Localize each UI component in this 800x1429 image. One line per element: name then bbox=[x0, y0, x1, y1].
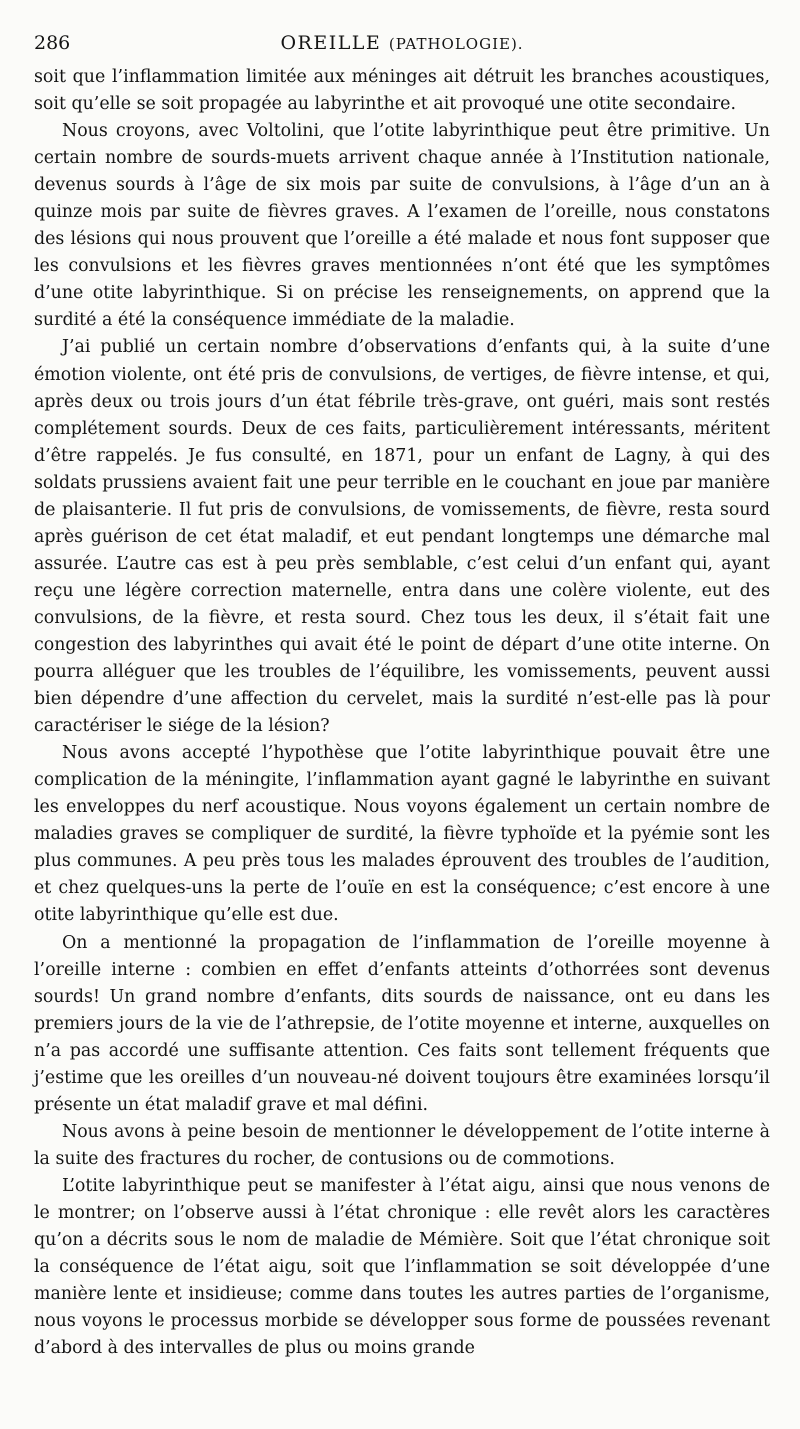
running-title-subtitle: (PATHOLOGIE). bbox=[388, 35, 524, 53]
running-title-main: OREILLE bbox=[280, 32, 382, 54]
paragraph-last: L’otite labyrinthique peut se manifester à l’état aigu, ainsi que nous venons de le montrer; on l’observe aussi à l’état chronique : elle revêt alors les caractères qu’on a décrits sous le nom de maladie de Mémière. Soit que l’état chronique soit la conséquence de l’état aigu, soit que l’inflammation se soit développée d’une manière lente et insidieuse; comme dans toutes les autres parties de l’organisme, nous voyons le processus morbide se développer sous forme de poussées revenant d’abord à des intervalles de plus ou moins grande bbox=[34, 1175, 770, 1359]
paragraph: J’ai publié un certain nombre d’observations d’enfants qui, à la suite d’une émotion violente, ont été pris de convulsions, de vertiges, de fièvre intense, et qui, après deux ou trois jours d’un état fébrile très-grave, ont guéri, mais sont restés complétement sourds. Deux de ces faits, particulièrement intéressants, méritent d’être rappelés. Je fus consulté, en 1871, pour un enfant de Lagny, à qui des soldats prussiens avaient fait une peur terrible en le couchant en joue par manière de plaisanterie. Il fut pris de convulsions, de vomissements, de fièvre, resta sourd après guérison de cet état maladif, et eut pendant longtemps une démarche mal assurée. L’autre cas est à peu près semblable, c’est celui d’un enfant qui, ayant reçu une légère correction maternelle, entra dans une colère violente, eut des convulsions, de la fièvre, et resta sourd. Chez tous les deux, il s’était fait une congestion des labyrinthes qui avait été le point de départ d’une otite interne. On pourra alléguer que les troubles de l’équilibre, les vomissements, peuvent aussi bien dépendre d’une affection du cervelet, mais la surdité n’est-elle pas là pour caractériser le siége de la lésion? bbox=[34, 337, 770, 737]
page-header bbox=[34, 28, 770, 62]
page-number: 286 bbox=[34, 32, 71, 54]
running-title bbox=[34, 32, 770, 54]
paragraph-continued: soit que l’inflammation limitée aux méninges ait détruit les branches acoustiques, soit qu’elle se soit propagée au labyrinthe et ait provoqué une otite secondaire. bbox=[34, 67, 770, 115]
paragraph: Nous avons à peine besoin de mentionner le développement de l’otite interne à la suite des fractures du rocher, de contusions ou de commotions. bbox=[34, 1121, 770, 1169]
paragraph: On a mentionné la propagation de l’inflammation de l’oreille moyenne à l’oreille interne : combien en effet d’enfants atteints d’othorrées sont devenus sourds! Un grand nombre d’enfants, dits sourds de naissance, ont eu dans les premiers jours de la vie de l’athrepsie, de l’otite moyenne et interne, auxquelles on n’a pas accordé une suffisante attention. Ces faits sont tellement fréquents que j’estime que les oreilles d’un nouveau-né doivent toujours être examinées lorsqu’il présente un état maladif grave et mal défini. bbox=[34, 932, 770, 1115]
paragraph: Nous croyons, avec Voltolini, que l’otite labyrinthique peut être primitive. Un certain nombre de sourds-muets arrivent chaque année à l’Institution nationale, devenus sourds à l’âge de six mois par suite de convulsions, à l’âge d’un an à quinze mois par suite de fièvres graves. A l’examen de l’oreille, nous constatons des lésions qui nous prouvent que l’oreille a été malade et nous font supposer que les convulsions et les fièvres graves mentionnées n’ont été que les symptômes d’une otite labyrinthique. Si on précise les renseignements, on apprend que la surdité a été la conséquence immédiate de la maladie. bbox=[34, 121, 770, 331]
paragraph: Nous avons accepté l’hypothèse que l’otite labyrinthique pouvait être une complication de la méningite, l’inflammation ayant gagné le labyrinthe en suivant les enveloppes du nerf acoustique. Nous voyons également un certain nombre de maladies graves se compliquer de surdité, la fièvre typhoïde et la pyémie sont les plus communes. A peu près tous les malades éprouvent des troubles de l’audition, et chez quelques-uns la perte de l’ouïe en est la conséquence; c’est encore à une otite labyrinthique qu’elle est due. bbox=[34, 743, 770, 926]
body-text bbox=[34, 64, 770, 1362]
